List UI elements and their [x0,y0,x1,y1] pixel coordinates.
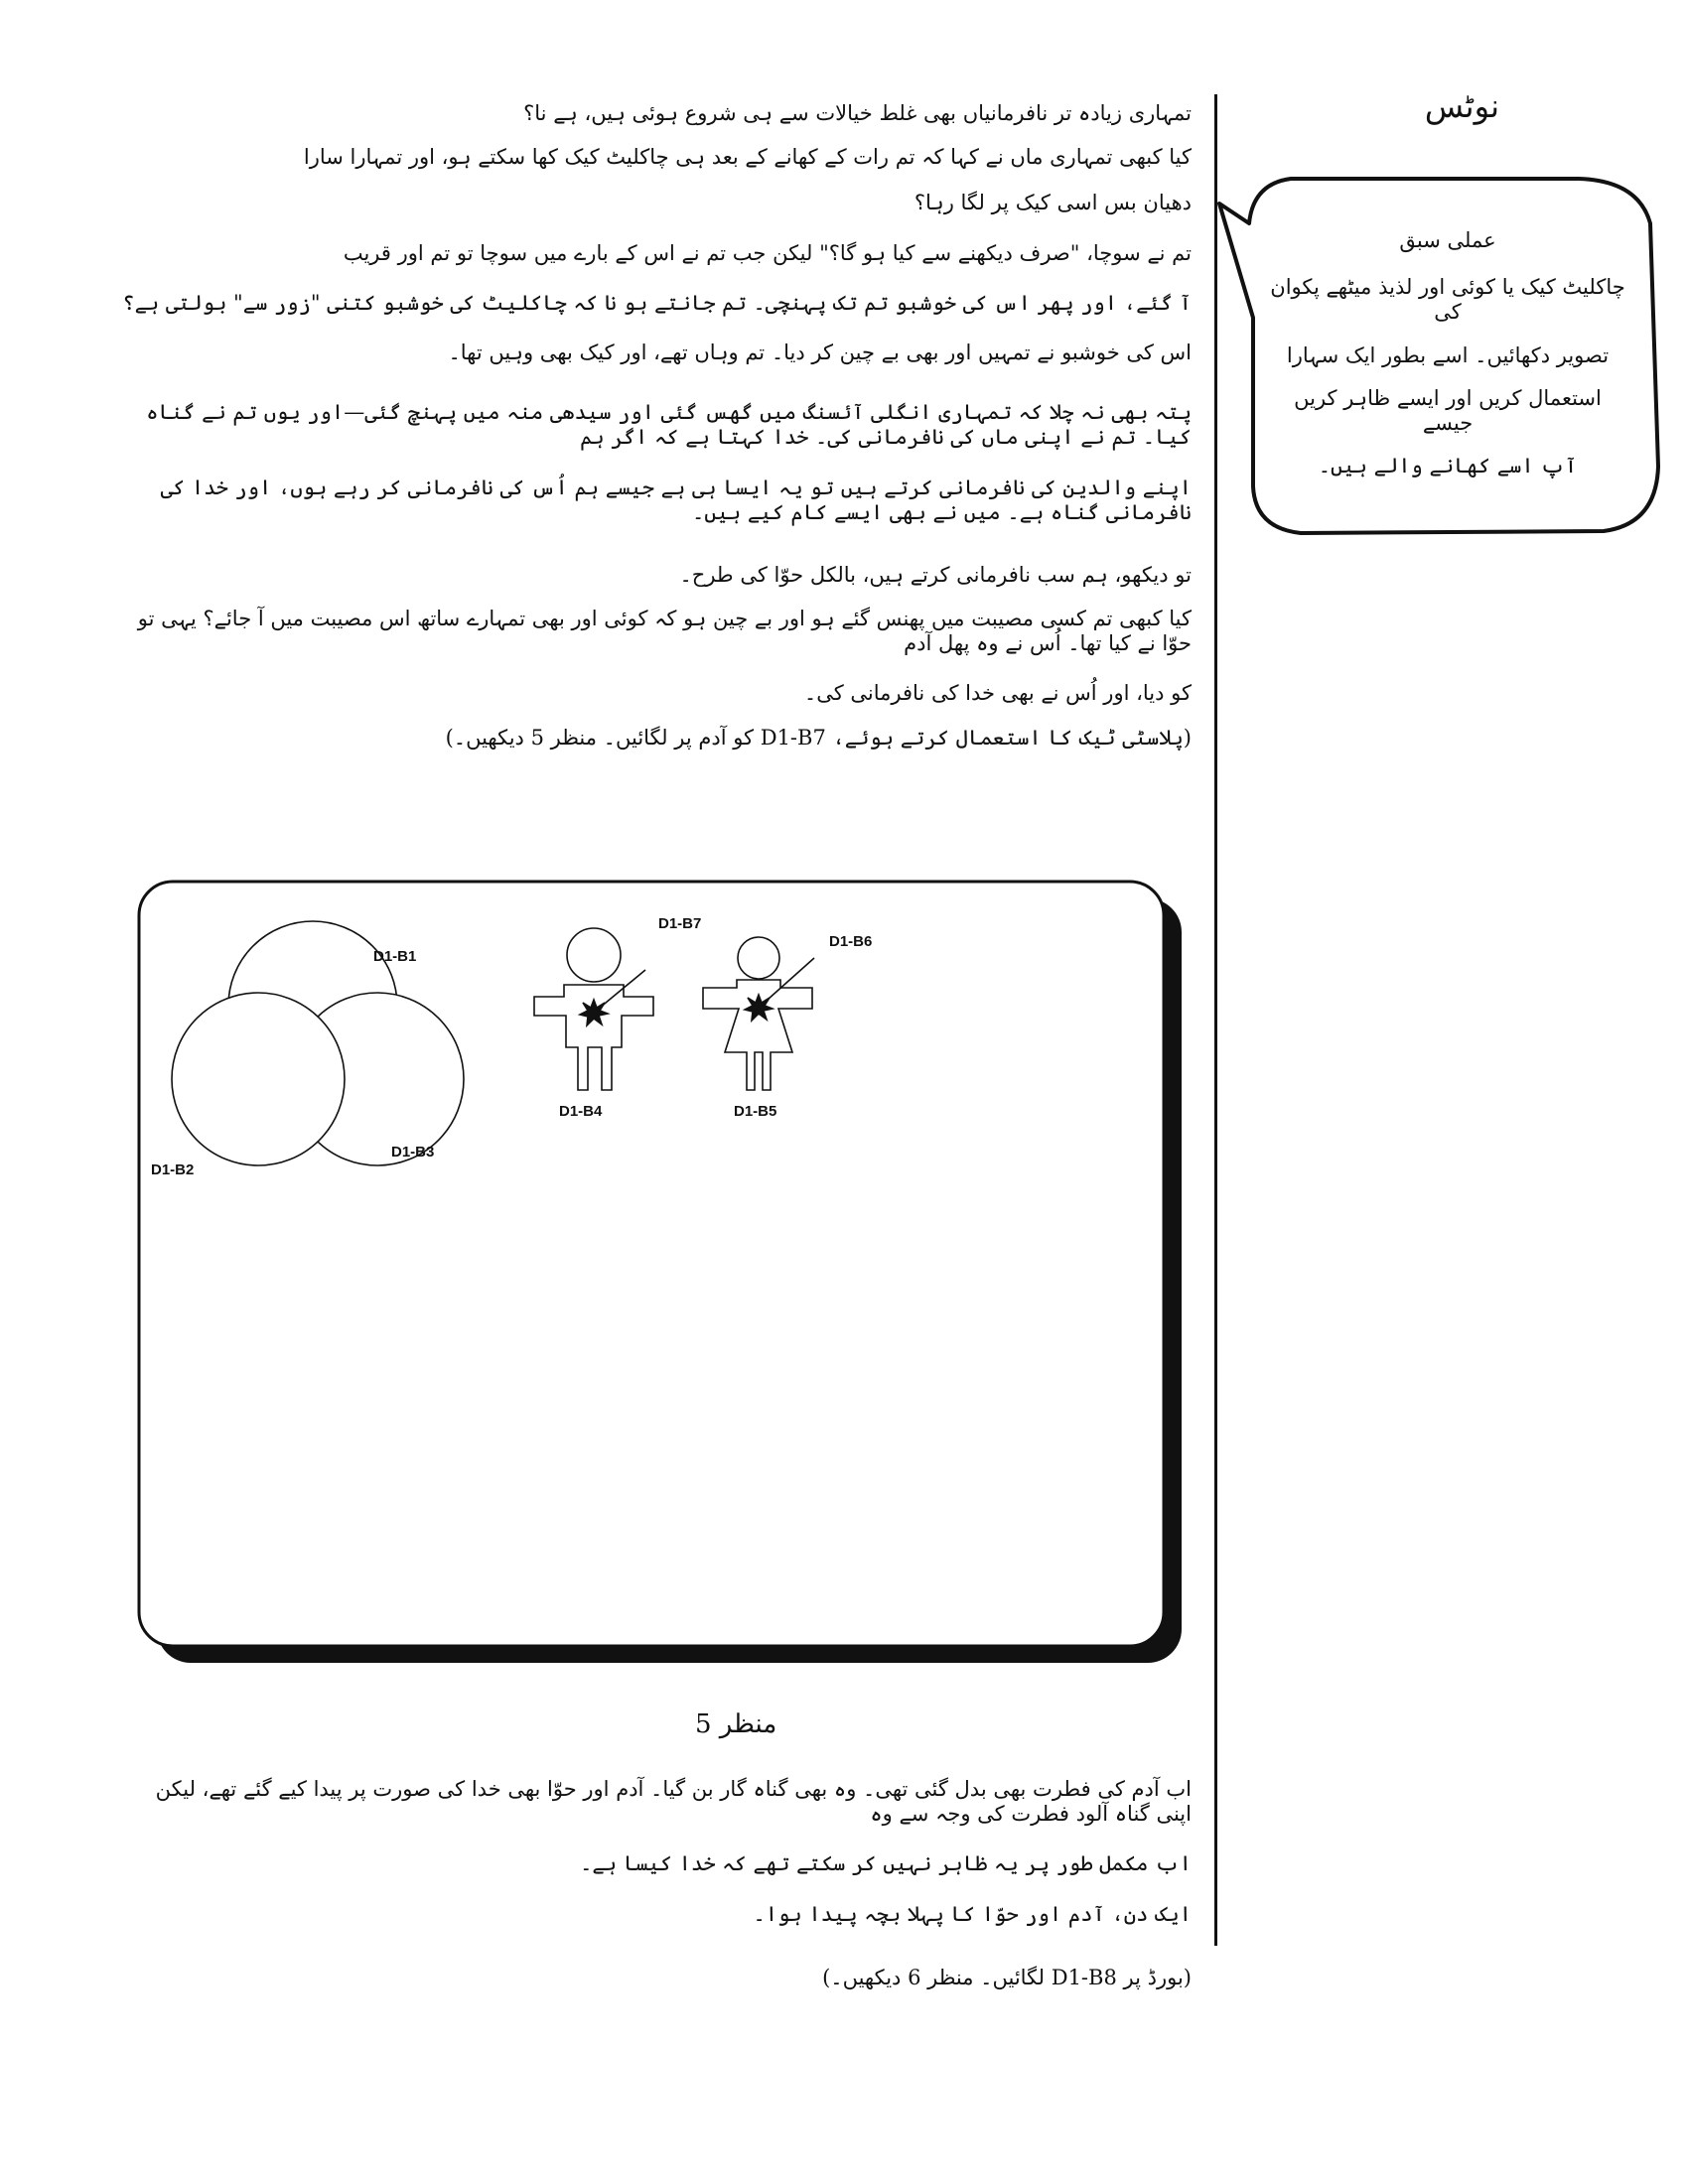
notes-title: نوٹس [1424,87,1499,125]
bubble-line: آپ اسے کھانے والے ہیں۔ [1318,454,1578,478]
label-d1-b7: D1-B7 [658,915,702,932]
label-d1-b4: D1-B4 [559,1103,603,1120]
paragraph: تمہاری زیادہ تر نافرمانیاں بھی غلط خیالات سے ہی شروع ہوئی ہیں، ہے نا؟ [523,101,1192,125]
bubble-title: عملی سبق [1399,228,1496,252]
paragraph: ایک دن، آدم اور حوّا کا پہلا بچہ پیدا ہوا۔ [753,1901,1192,1926]
circle-d1-b2 [172,993,345,1165]
paragraph: کیا کبھی تم کسی مصیبت میں پھنس گئے ہو اور بے چین ہو کہ کوئی اور بھی تمہارے ساتھ اس مصیبت میں آ جائے؟ یہی تو حوّا نے کیا تھا۔ اُس نے وہ پھل آدم [137,607,1192,656]
paragraph: اب مکمل طور پر یہ ظاہر نہیں کر سکتے تھے کہ خدا کیسا ہے۔ [580,1851,1192,1876]
adam-head [567,928,621,982]
eve-head [738,937,779,979]
label-d1-b6: D1-B6 [829,933,873,950]
paragraph: اپنے والدین کی نافرمانی کرتے ہیں تو یہ ایسا ہی ہے جیسے ہم اُس کی نافرمانی کر رہے ہوں، اور خدا کی نافرمانی گناہ ہے۔ میں نے بھی ایسے کام کیے ہیں۔ [160,475,1192,524]
scene-instruction: (پلاسٹی ٹیک کا استعمال کرتے ہوئے، D1-B7 کو آدم پر لگائیں۔ منظر 5 دیکھیں۔) [445,725,1192,750]
paragraph: کیا کبھی تمہاری ماں نے کہا کہ تم رات کے کھانے کے بعد ہی چاکلیٹ کیک کھا سکتے ہو، اور تمہارا سارا [303,145,1192,170]
label-d1-b2: D1-B2 [151,1161,195,1178]
paragraph: اب آدم کی فطرت بھی بدل گئی تھی۔ وہ بھی گناہ گار بن گیا۔ آدم اور حوّا بھی خدا کی صورت پر پیدا کیے گئے تھے، لیکن اپنی گناہ آلود فطرت کی وجہ سے وہ [155,1777,1192,1827]
paragraph: پتہ بھی نہ چلا کہ تمہاری انگلی آئسنگ میں گھس گئی اور سیدھی منہ میں پہنچ گئی—اور یوں تم نے گناہ کیا۔ تم نے اپنی ماں کی نافرمانی کی۔ خدا کہتا ہے کہ اگر ہم [146,400,1192,450]
bubble-line: استعمال کریں اور ایسے ظاہر کریں جیسے [1294,385,1602,435]
paragraph: اس کی خوشبو نے تمہیں اور بھی بے چین کر دیا۔ تم وہاں تھے، اور کیک بھی وہیں تھا۔ [448,340,1192,364]
paragraph: آ گئے، اور پھر اس کی خوشبو تم تک پہنچی۔ تم جانتے ہو نا کہ چاکلیٹ کی خوشبو کتنی "زور سے" بولتی ہے؟ [122,290,1192,315]
bubble-line: چاکلیٹ کیک یا کوئی اور لذیذ میٹھے پکوان کی [1270,275,1625,325]
paragraph: تم نے سوچا، "صرف دیکھنے سے کیا ہو گا؟" لیکن جب تم نے اس کے بارے میں سوچا تو تم اور قریب [343,240,1192,265]
paragraph: دھیان بس اسی کیک پر لگا رہا؟ [914,191,1192,215]
scene-caption: منظر 5 [695,1709,777,1739]
paragraph: کو دیا، اور اُس نے بھی خدا کی نافرمانی کی۔ [803,681,1192,706]
label-d1-b1: D1-B1 [373,948,417,965]
label-d1-b3: D1-B3 [391,1144,435,1160]
scene-instruction-bottom: (بورڈ پر D1-B8 لگائیں۔ منظر 6 دیکھیں۔) [822,1966,1192,1989]
bottom-text [119,1777,1192,1927]
bubble-line: تصویر دکھائیں۔ اسے بطور ایک سہارا [1286,342,1610,367]
paragraph: تو دیکھو، ہم سب نافرمانی کرتے ہیں، بالکل حوّا کی طرح۔ [679,562,1192,587]
label-d1-b5: D1-B5 [734,1103,777,1120]
